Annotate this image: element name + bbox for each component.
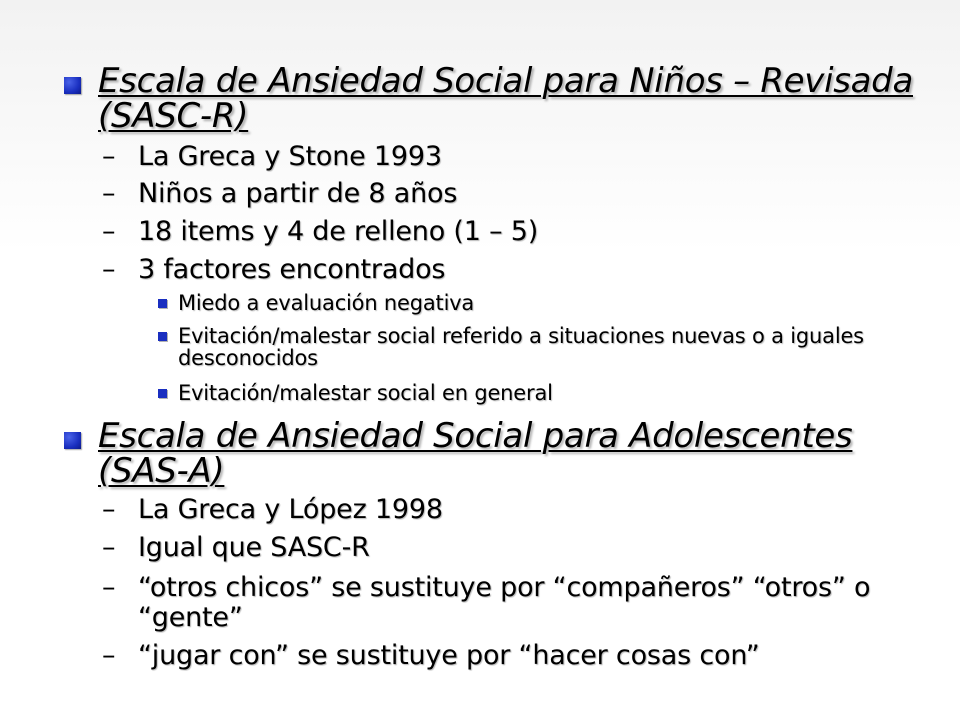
dash-bullet: – — [102, 216, 116, 247]
small-square-bullet-icon — [158, 332, 167, 341]
list-item — [102, 573, 882, 633]
factor-item — [158, 325, 878, 369]
dash-bullet: – — [102, 178, 116, 209]
section-heading-sasc-r — [64, 61, 914, 136]
factor-item — [158, 382, 878, 404]
heading-text: Escala de Ansiedad Social para Adolescentes (SAS-A) — [98, 416, 853, 491]
section-heading-sas-a — [64, 416, 914, 491]
list-item — [102, 533, 882, 563]
list-item — [102, 217, 882, 247]
dash-bullet: – — [102, 254, 116, 285]
list-item-text: “otros chicos” se sustituye por “compañeros” “otros” o “gente” — [138, 572, 871, 633]
list-item — [102, 179, 882, 209]
factor-text: Evitación/malestar social referido a situaciones nuevas o a iguales desconocidos — [178, 324, 864, 370]
list-item — [102, 142, 882, 172]
dash-bullet: – — [102, 640, 116, 671]
square-bullet-icon — [64, 77, 81, 94]
heading-text: Escala de Ansiedad Social para Niños – Revisada (SASC-R) — [98, 61, 913, 136]
small-square-bullet-icon — [158, 299, 167, 308]
square-bullet-icon — [64, 432, 81, 449]
list-item-text: La Greca y Stone 1993 — [138, 141, 442, 172]
list-item — [102, 255, 882, 285]
factor-text: Miedo a evaluación negativa — [178, 291, 475, 315]
list-item-text: La Greca y López 1998 — [138, 494, 443, 525]
dash-bullet: – — [102, 572, 116, 603]
list-item-text: 3 factores encontrados — [138, 254, 446, 285]
list-item-text: Niños a partir de 8 años — [138, 178, 458, 209]
dash-bullet: – — [102, 532, 116, 563]
list-item-text: Igual que SASC-R — [138, 532, 370, 563]
list-item — [102, 641, 882, 671]
list-item-text: 18 items y 4 de relleno (1 – 5) — [138, 216, 539, 247]
list-item-text: “jugar con” se sustituye por “hacer cosas con” — [138, 640, 760, 671]
dash-bullet: – — [102, 494, 116, 525]
list-item — [102, 495, 882, 525]
factor-item — [158, 292, 878, 314]
dash-bullet: – — [102, 141, 116, 172]
small-square-bullet-icon — [158, 389, 167, 398]
factor-text: Evitación/malestar social en general — [178, 381, 553, 405]
